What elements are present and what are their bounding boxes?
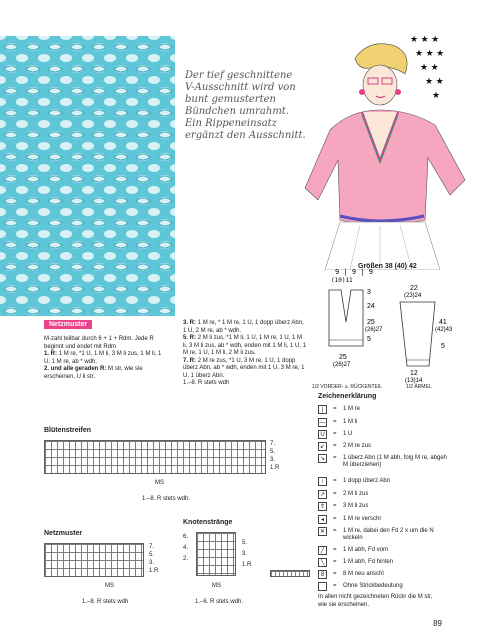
knotenstraenge-title: Knotenstränge <box>183 519 233 526</box>
row-number: 5. <box>270 449 276 455</box>
svg-text:★ ★: ★ ★ <box>420 62 439 72</box>
row-text: 2 M li zus, *1 M li, 1 U, 1 M re, 1 U, 1 M li, 3 M li zus, ab * wdh, enden mit 1 M li, 1 U, 1 M re, 1 U, 1 M li, 2 M li zus. <box>183 335 307 356</box>
page-number: 89 <box>433 619 442 628</box>
schematic-dimension: 5 <box>367 336 371 343</box>
row-number: 3. <box>270 457 276 463</box>
legend-symbol-icon: ╱ <box>318 546 327 555</box>
legend-equals: = <box>333 491 337 497</box>
netzmuster-chart <box>44 543 144 577</box>
legend-label: 2 M li zus <box>343 491 369 497</box>
legend-symbol-icon: 8 <box>318 570 327 579</box>
row-label: 5. R: <box>183 335 197 341</box>
legend-label: 1 überz Abn (1 M abh, folg M re, abgeh M überziehen) <box>343 455 448 468</box>
legend-label: Ohne Strickbedeutung <box>343 583 403 589</box>
legend-label: 1 M re <box>343 406 361 412</box>
bluetenstreifen-ms: MS <box>155 480 164 486</box>
legend-equals: = <box>333 583 337 589</box>
legend-symbol-icon: ⇑ <box>319 504 326 510</box>
netzmuster-instructions-left <box>44 336 169 381</box>
knotenstraenge-chart <box>196 532 236 576</box>
legend-label: 1 M li <box>343 419 358 425</box>
legend-label: 8 M neu anschl <box>343 571 384 577</box>
schematic-dimension: (10)11 <box>331 277 353 284</box>
row-text: 1 M re, * 1 M re, 1 U, 1 dopp überz Abn, 1 U, 2 M re, ab * wdh. <box>183 320 304 334</box>
legend-symbol-icon: ✕ <box>319 529 326 535</box>
caption-line: Ein Rippeneinsatz <box>185 118 277 129</box>
schematic-dimension: 5 <box>441 343 445 350</box>
legend-equals: = <box>333 478 337 484</box>
legend-equals: = <box>333 406 337 412</box>
legend-label: 1 M abh, Fd vorn <box>343 547 389 553</box>
legend-label: 1 M re verschr <box>343 516 382 522</box>
row-number: 5. <box>149 552 155 558</box>
legend-label: 1 U <box>343 431 353 437</box>
legend-symbol-icon: ↗ <box>319 492 326 498</box>
netzmuster-ms: MS <box>105 583 114 589</box>
strip-chart <box>270 570 310 577</box>
row-text: 2 M re zus, *1 U, 3 M re, 1 U, 1 dopp überz Abn, ab * wdh, enden mit 1 U, 3 M re, 1 U, 1 überz Abn. <box>183 357 305 379</box>
row-label: 2. und alle geraden R: <box>44 366 107 372</box>
knotenstraenge-row-numbers-right <box>242 538 251 571</box>
knotenstraenge-ms: MS <box>212 583 221 589</box>
legend-symbol-icon: ↘ <box>319 456 326 462</box>
knitted-lace-photo <box>0 36 175 316</box>
bluetenstreifen-row-numbers <box>270 440 279 472</box>
caption-line: Der tief geschnittene <box>185 70 293 81</box>
bluetenstreifen-title: Blütenstreifen <box>44 427 92 434</box>
sleeve-label: 1/2 ÄRMEL <box>406 384 432 390</box>
caption-line: bunt gemusterten <box>185 94 276 105</box>
schematic-dimension: (23)24 <box>404 293 422 299</box>
bluetenstreifen-repeat: 1.–8. R stets wdh. <box>142 496 191 502</box>
legend-symbol-icon <box>318 582 327 591</box>
row-number: 2. <box>183 556 189 562</box>
row-text: M str, wie sie erscheinen, U li str. <box>44 366 143 380</box>
legend-equals: = <box>333 443 337 449</box>
fashion-illustration <box>300 30 480 270</box>
row-number: 3. <box>149 560 155 566</box>
legend-label: 1 M abh, Fd hinten <box>343 559 394 565</box>
svg-text:★ ★ ★: ★ ★ ★ <box>415 48 445 58</box>
schematic-dimension: 25 <box>367 319 375 326</box>
legend-equals: = <box>333 419 337 425</box>
row-number: 7. <box>149 544 155 550</box>
schematic-dimension: 24 <box>367 303 375 310</box>
caption-line: V-Ausschnitt wird von <box>185 82 296 93</box>
row-number: 4. <box>183 545 189 551</box>
schematic-dimension: (42)43 <box>435 327 453 333</box>
row-number: 1.R <box>242 562 252 568</box>
knotenstraenge-row-numbers-left <box>183 532 188 565</box>
row-label: 3. R: <box>183 320 197 326</box>
legend-label: 1 dopp überz Abn <box>343 478 391 484</box>
row-text: 1 M re, *1 U, 1 M li, 3 M li zus, 1 M li, 1 U, 1 M re, ab * wdh. <box>44 351 162 365</box>
back-front-label: 1/2 VORDER- u. RÜCKENTEIL <box>312 384 383 390</box>
row-label: 7. R: <box>183 357 197 364</box>
netzmuster-chart-title: Netzmuster <box>44 530 83 537</box>
legend-equals: = <box>333 528 337 534</box>
legend-title: Zeichenerklärung <box>318 393 377 400</box>
legend-equals: = <box>333 571 337 577</box>
sizes-title: Größen 38 (40) 42 <box>358 263 417 270</box>
legend-equals: = <box>333 503 337 509</box>
schematic-dimension: 22 <box>410 285 418 292</box>
legend-label: 2 M re zus <box>343 443 372 449</box>
row-number: 7. <box>270 441 276 447</box>
legend-equals: = <box>333 559 337 565</box>
legend-equals: = <box>333 547 337 553</box>
schematic-dimension: 3 <box>367 289 371 296</box>
schematic-dimension: 41 <box>439 319 447 326</box>
netzmuster-repeat: 1.–8. R stets wdh <box>82 599 129 605</box>
bluetenstreifen-chart <box>44 440 266 474</box>
netzmuster-row-numbers <box>149 543 158 575</box>
row-number: 1.R <box>149 568 159 574</box>
legend-equals: = <box>333 431 337 437</box>
legend-label: 3 M li zus <box>343 503 369 509</box>
netzmuster-intro: M-zahl teilbar durch 6 + 1 + Rdm. Jede R beginnt und endet mit Rdm <box>44 336 154 350</box>
size-schematic <box>315 262 465 384</box>
schematic-dimension: 25 <box>339 354 347 361</box>
svg-text:★ ★: ★ ★ <box>425 76 444 86</box>
caption <box>185 70 315 142</box>
netzmuster-heading: Netzmuster <box>44 320 92 329</box>
legend-symbol-icon: ╲ <box>318 558 327 567</box>
row-label: 1. R: <box>44 351 58 357</box>
schematic-dimension: (26)27 <box>333 362 351 368</box>
legend-equals: = <box>333 455 337 461</box>
svg-text:★: ★ <box>432 90 441 100</box>
netzmuster-instructions-right <box>183 320 308 388</box>
row-number: 3. <box>242 551 248 557</box>
svg-text:★ ★ ★: ★ ★ ★ <box>410 34 440 44</box>
legend-symbol-icon: U <box>318 430 327 439</box>
knotenstraenge-repeat: 1.–6. R stets wdh. <box>195 599 244 605</box>
legend-symbol-icon: ◂ <box>318 515 327 524</box>
caption-line: Bündchen umrahmt. <box>185 106 289 117</box>
schematic-dimension: (26)27 <box>365 327 383 333</box>
legend-equals: = <box>333 516 337 522</box>
legend-symbol-icon: — <box>319 420 326 426</box>
legend-symbol-icon: ↑ <box>318 477 327 486</box>
legend-label: 1 M re, dabei den Fd 2 x um die N wickeln <box>343 528 434 541</box>
schematic-dimension: (13)14 <box>405 378 423 384</box>
legend-symbol-icon: ↙ <box>319 444 326 450</box>
repeat-note: 1.–8. R stets wdh <box>183 380 230 386</box>
schematic-dimension: 9 | 9 | 9 <box>335 268 373 276</box>
legend-symbol-icon: | <box>318 405 327 414</box>
legend-note: In allen nicht gezeichneten Rückr die M str, wie sie erscheinen. <box>318 594 433 608</box>
row-number: 5. <box>242 540 248 546</box>
schematic-dimension: 12 <box>410 370 418 377</box>
row-number: 6. <box>183 534 189 540</box>
row-number: 1.R <box>270 465 280 471</box>
caption-line: ergänzt den Ausschnitt. <box>185 130 306 141</box>
